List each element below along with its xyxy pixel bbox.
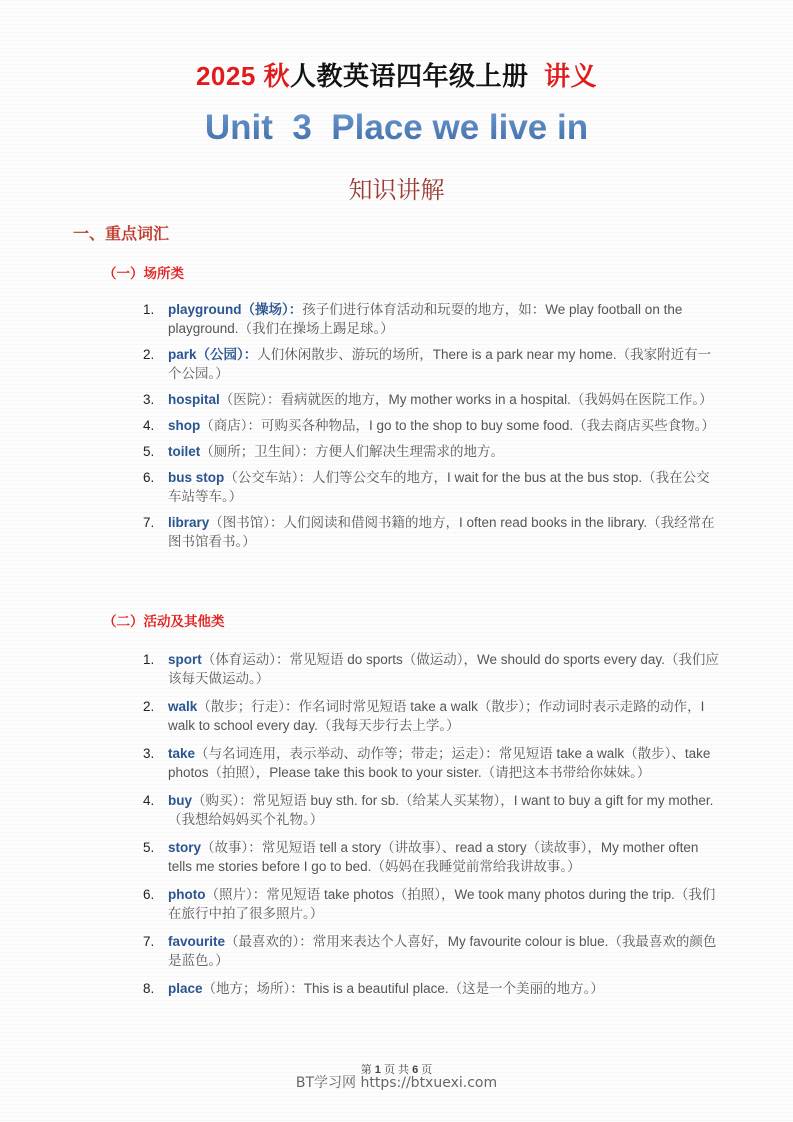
list-item: 6. bus stop（公交车站）：人们等公交车的地方，I wait for the bus at the bus stop.（我在公交车站等车。） — [143, 470, 710, 504]
vocab-word: toilet — [168, 444, 201, 459]
list-item: 3. take（与名词连用，表示举动、动作等；带走；运走）：常见短语 take a walk（散步）、take photos（拍照），Please take this book to your sister.（请把这本书带给你妹妹。） — [143, 746, 711, 780]
vocab-word: photo — [168, 887, 206, 902]
current-page: 1 — [374, 1064, 381, 1076]
vocab-word: favourite — [168, 934, 226, 949]
list-item: 3. hospital（医院）：看病就医的地方，My mother works in a hospital.（我妈妈在医院工作。） — [143, 392, 713, 407]
vocab-word: sport — [168, 652, 202, 667]
list-item: 5. story（故事）：常见短语 tell a story（讲故事）、read a story（读故事），My mother often tells me stories before I go to bed.（妈妈在我睡觉前常给我讲故事。） — [143, 840, 699, 874]
list-item: 1. sport（体育运动）：常见短语 do sports（做运动），We should do sports every day.（我们应该每天做运动。） — [143, 652, 719, 686]
title-suffix: 讲义 — [544, 61, 598, 91]
page-number: 第 1 页 共 6 页 — [360, 1064, 433, 1076]
total-pages: 6 — [412, 1064, 419, 1076]
unit-title: Unit 3 Place we live in — [0, 108, 793, 148]
vocab-word: take — [168, 746, 196, 761]
vocab-word: park（公园）： — [168, 347, 258, 362]
vocab-word: buy — [168, 793, 193, 808]
list-item: 8. place（地方；场所）：This is a beautiful place.（这是一个美丽的地方。） — [143, 981, 604, 996]
section-subtitle: 知识讲解 — [348, 176, 445, 204]
section-heading-key-vocab: 一、重点词汇 — [73, 226, 170, 243]
subheading-activities: （二）活动及其他类 — [103, 614, 225, 629]
list-item: 7. favourite（最喜欢的）：常用来表达个人喜好，My favourite colour is blue.（我最喜欢的颜色是蓝色。） — [143, 934, 717, 968]
list-item: 7. library（图书馆）：人们阅读和借阅书籍的地方，I often read books in the library.（我经常在图书馆看书。） — [143, 515, 715, 549]
vocab-word: hospital — [168, 392, 220, 407]
vocab-word: library — [168, 515, 210, 530]
title-main: 人教英语四年级上册 — [290, 61, 529, 91]
subheading-places: （一）场所类 — [103, 266, 184, 281]
list-item: 2. park（公园）：人们休闲散步、游玩的场所，There is a park near my home.（我家附近有一个公园。） — [143, 347, 712, 381]
vocab-word: walk — [168, 699, 198, 714]
vocab-word: place — [168, 981, 203, 996]
vocab-word: playground（操场）： — [168, 302, 303, 317]
list-item: 2. walk（散步；行走）：作名词时常见短语 take a walk（散步）；作动词时表示走路的动作，I walk to school every day.（我每天步行去上学。） — [143, 699, 705, 733]
list-item: 4. buy（购买）：常见短语 buy sth. for sb.（给某人买某物），I want to buy a gift for my mother.（我想给妈妈买个礼物。） — [143, 793, 714, 827]
list-item: 5. toilet（厕所；卫生间）：方便人们解决生理需求的地方。 — [143, 444, 504, 459]
vocab-list-places — [143, 300, 723, 551]
vocab-word: story — [168, 840, 202, 855]
footer-watermark: BT学习网 https://btxuexi.com — [295, 1075, 498, 1091]
list-item: 1. playground（操场）：孩子们进行体育活动和玩耍的地方，如：We play football on the playground.（我们在操场上踢足球。） — [143, 302, 683, 336]
vocab-word: shop — [168, 418, 201, 433]
list-item: 6. photo（照片）：常见短语 take photos（拍照），We took many photos during the trip.（我们在旅行中拍了很多照片。） — [143, 887, 716, 921]
document-title — [0, 56, 793, 93]
list-item: 4. shop（商店）：可购买各种物品，I go to the shop to buy some food.（我去商店买些食物。） — [143, 418, 715, 433]
vocab-list-activities — [143, 650, 723, 998]
vocab-word: bus stop — [168, 470, 225, 485]
title-year: 2025 秋 — [195, 61, 291, 91]
